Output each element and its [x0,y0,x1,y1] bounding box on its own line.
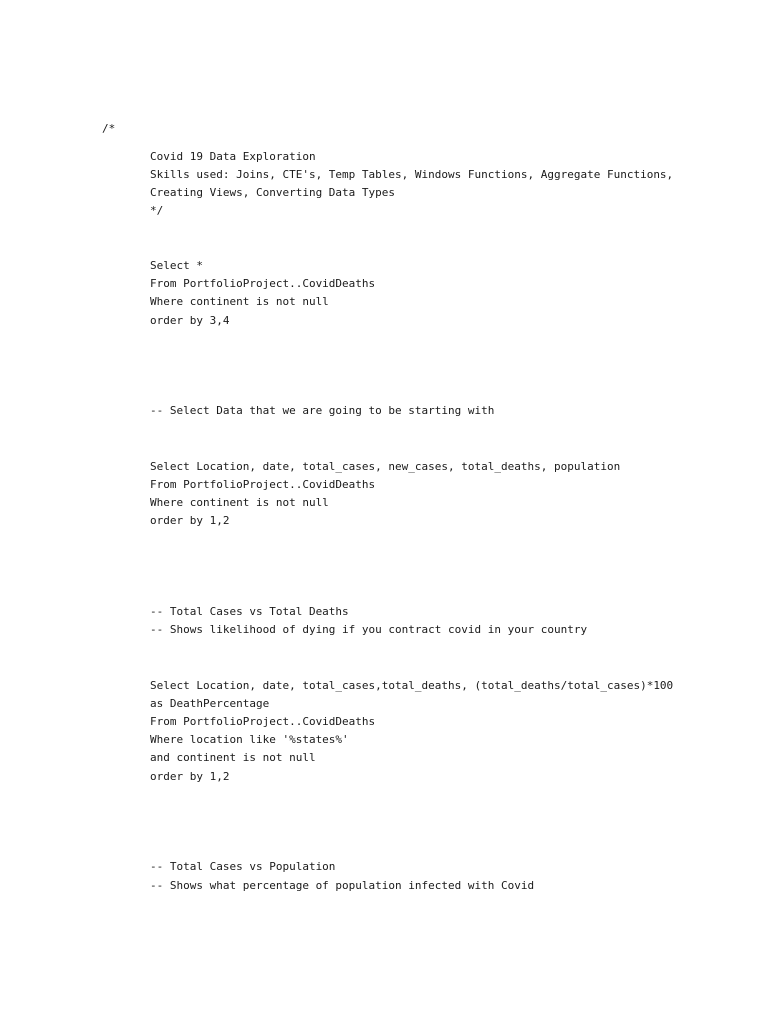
query2-select: Select Location, date, total_cases, new_cases, total_deaths, population [150,460,621,473]
section3-comment-2: -- Shows likelihood of dying if you contract covid in your country [150,623,588,636]
query3-where: Where location like '%states%' [150,733,349,746]
comment-open: /* [102,122,116,135]
section2-comment: -- Select Data that we are going to be starting with [150,404,495,417]
skills-line-1: Skills used: Joins, CTE's, Temp Tables, Windows Functions, Aggregate Functions, [150,168,674,181]
section4-comment-2: -- Shows what percentage of population infected with Covid [150,879,535,892]
query3-alias: as DeathPercentage [150,697,270,710]
query1-from: From PortfolioProject..CovidDeaths [150,277,376,290]
section4-comment-1: -- Total Cases vs Population [150,860,336,873]
query3-from: From PortfolioProject..CovidDeaths [150,715,376,728]
query3-select: Select Location, date, total_cases,total_deaths, (total_deaths/total_cases)*100 [150,679,674,692]
skills-line-2: Creating Views, Converting Data Types [150,186,396,199]
query3-and: and continent is not null [150,751,316,764]
query2-where: Where continent is not null [150,496,329,509]
query2-order: order by 1,2 [150,514,230,527]
comment-close: */ [150,204,164,217]
section3-comment-1: -- Total Cases vs Total Deaths [150,605,349,618]
doc-title: Covid 19 Data Exploration [150,150,316,163]
query2-from: From PortfolioProject..CovidDeaths [150,478,376,491]
query3-order: order by 1,2 [150,770,230,783]
query1-order: order by 3,4 [150,314,230,327]
query1-where: Where continent is not null [150,295,329,308]
query1-select: Select * [150,259,203,272]
